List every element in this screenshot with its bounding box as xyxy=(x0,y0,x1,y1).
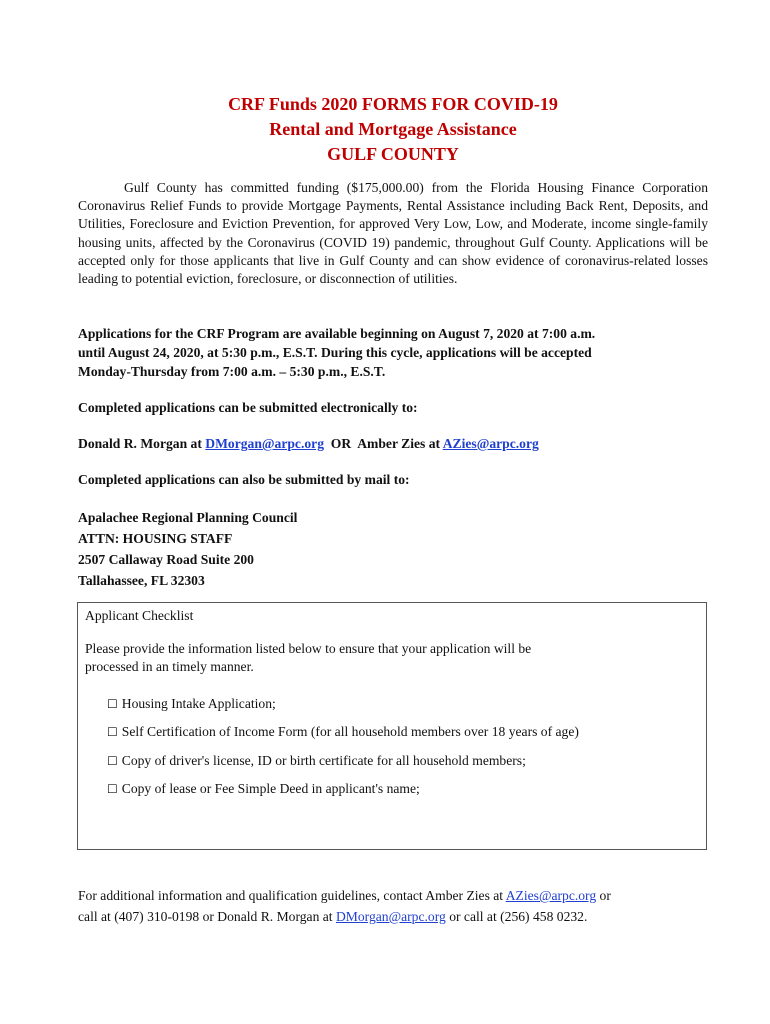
applicant-checklist xyxy=(77,602,707,850)
checklist-item xyxy=(107,780,699,799)
applications-availability xyxy=(78,324,718,381)
checklist-instructions xyxy=(85,640,699,677)
title-line-2: Rental and Mortgage Assistance xyxy=(269,119,517,139)
checklist-item-label: Self Certification of Income Form (for all household members over 18 years of age) xyxy=(121,724,579,740)
applications-line-1: Applications for the CRF Program are available beginning on August 7, 2020 at 7:00 a.m. xyxy=(78,326,596,341)
address-org: Apalachee Regional Planning Council xyxy=(78,510,298,525)
address-street: 2507 Callaway Road Suite 200 xyxy=(78,552,254,567)
footer-email-link-dmorgan[interactable]: DMorgan@arpc.org xyxy=(335,909,446,924)
email-link-dmorgan[interactable]: DMorgan@arpc.org xyxy=(205,436,324,451)
footer-text-3: call at (407) 310-0198 or Donald R. Morgan at xyxy=(78,909,333,924)
electronic-submission-heading: Completed applications can be submitted electronically to: xyxy=(78,400,418,415)
contact-separator: OR xyxy=(330,436,352,451)
address-city: Tallahassee, FL 32303 xyxy=(78,573,205,588)
document-title xyxy=(0,92,770,167)
checklist-item xyxy=(107,695,699,714)
checkbox-icon[interactable]: ☐ xyxy=(107,753,118,768)
checkbox-icon[interactable]: ☐ xyxy=(107,696,118,711)
contact-person-1: Donald R. Morgan at xyxy=(78,436,202,451)
checklist-heading: Applicant Checklist xyxy=(85,608,194,623)
intro-paragraph: Gulf County has committed funding ($175,000.00) from the Florida Housing Finance Corporation Coronavirus Relief Funds to provide Mortgage Payments, Rental Assistance including Back Rent, Deposits, and Utilities, Foreclosure and Eviction Prevention, for approved Very Low, Low, and Moderate, income single-family housing units, affected by the Coronavirus (COVID 19) pandemic, throughout Gulf County. Applications will be accepted only for those applicants that live in Gulf County and can show evidence of coronavirus-related losses leading to potential eviction, foreclosure, or disconnection of utilities. xyxy=(78,180,708,287)
title-line-1: CRF Funds 2020 FORMS FOR COVID-19 xyxy=(228,94,558,114)
applications-line-2: until August 24, 2020, at 5:30 p.m., E.S.T. During this cycle, applications will be accepted xyxy=(78,345,592,360)
email-link-azies[interactable]: AZies@arpc.org xyxy=(442,436,539,451)
checklist-item xyxy=(107,723,699,742)
mailing-address xyxy=(78,507,718,591)
checkbox-icon[interactable]: ☐ xyxy=(107,781,118,796)
checklist-item-label: Housing Intake Application; xyxy=(121,695,276,711)
checklist-item xyxy=(107,752,699,771)
footer-text-4: or call at (256) 458 0232. xyxy=(449,909,588,924)
footer-contact-info xyxy=(78,885,718,927)
checkbox-icon[interactable]: ☐ xyxy=(107,725,118,740)
checklist-item-label: Copy of driver's license, ID or birth certificate for all household members; xyxy=(121,752,526,768)
checklist-instructions-line-2: processed in an timely manner. xyxy=(85,659,254,675)
checklist-items xyxy=(85,695,699,799)
contact-person-2: Amber Zies at xyxy=(357,436,441,451)
footer-text-2: or xyxy=(599,888,611,903)
title-line-3: GULF COUNTY xyxy=(327,144,459,164)
checklist-instructions-line-1: Please provide the information listed below to ensure that your application will be xyxy=(85,640,532,656)
applications-line-3: Monday-Thursday from 7:00 a.m. – 5:30 p.m., E.S.T. xyxy=(78,364,386,379)
mail-submission-heading: Completed applications can also be submitted by mail to: xyxy=(78,472,410,487)
footer-email-link-azies[interactable]: AZies@arpc.org xyxy=(505,888,597,903)
address-attn: ATTN: HOUSING STAFF xyxy=(78,531,233,546)
footer-text-1: For additional information and qualification guidelines, contact Amber Zies at xyxy=(78,888,504,903)
checklist-item-label: Copy of lease or Fee Simple Deed in applicant's name; xyxy=(121,780,420,796)
contact-line xyxy=(78,434,718,453)
